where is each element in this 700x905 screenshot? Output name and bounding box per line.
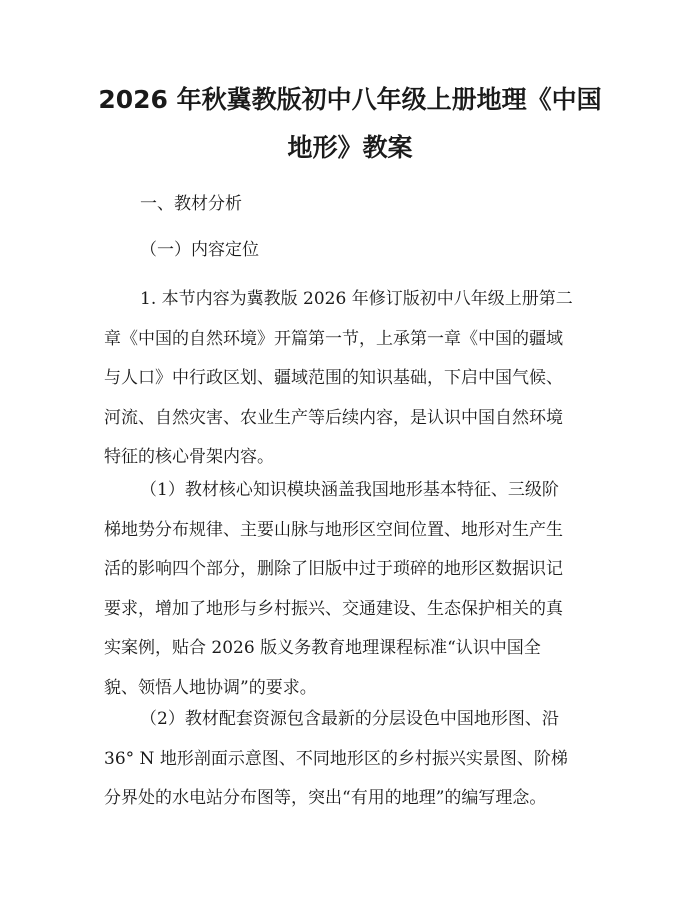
paragraph-line: 36° N 地形剖面示意图、不同地形区的乡村振兴实景图、阶梯 <box>104 748 568 769</box>
paragraph-line: 实案例，贴合 2026 版义务教育地理课程标准“认识中国全 <box>104 638 541 658</box>
subsection-heading: （一）内容定位 <box>140 240 259 260</box>
paragraph-line: 河流、自然灾害、农业生产等后续内容，是认识中国自然环境 <box>104 407 563 428</box>
paragraph-core-knowledge <box>104 471 604 708</box>
paragraph-line: 分界处的水电站分布图等，突出“有用的地理”的编写理念。 <box>104 788 547 808</box>
paragraph-line: （2）教材配套资源包含最新的分层设色中国地形图、沿 <box>140 709 559 729</box>
paragraph-line: 貌、领悟人地协调”的要求。 <box>104 677 317 698</box>
paragraph-supporting-resources <box>104 700 604 819</box>
paragraph-line: 1. 本节内容为冀教版 2026 年修订版初中八年级上册第二 <box>140 289 573 309</box>
paragraph-line: （1）教材核心知识模块涵盖我国地形基本特征、三级阶 <box>140 480 559 500</box>
paragraph-line: 要求，增加了地形与乡村振兴、交通建设、生态保护相关的真 <box>104 598 563 619</box>
document-title-line-1: 2026 年秋冀教版初中八年级上册地理《中国 <box>98 85 602 114</box>
paragraph-line: 活的影响四个部分，删除了旧版中过于琐碎的地形区数据识记 <box>104 559 563 579</box>
document-title-line-2: 地形》教案 <box>287 133 413 162</box>
paragraph-line: 梯地势分布规律、主要山脉与地形区空间位置、地形对生产生 <box>104 519 563 540</box>
paragraph-line: 与人口》中行政区划、疆域范围的知识基础，下启中国气候、 <box>104 368 563 388</box>
paragraph-line: 章《中国的自然环境》开篇第一节，上承第一章《中国的疆域 <box>104 328 563 349</box>
paragraph-line: 特征的核心骨架内容。 <box>104 447 274 467</box>
paragraph-content-position <box>104 280 604 478</box>
section-heading: 一、教材分析 <box>140 194 242 214</box>
